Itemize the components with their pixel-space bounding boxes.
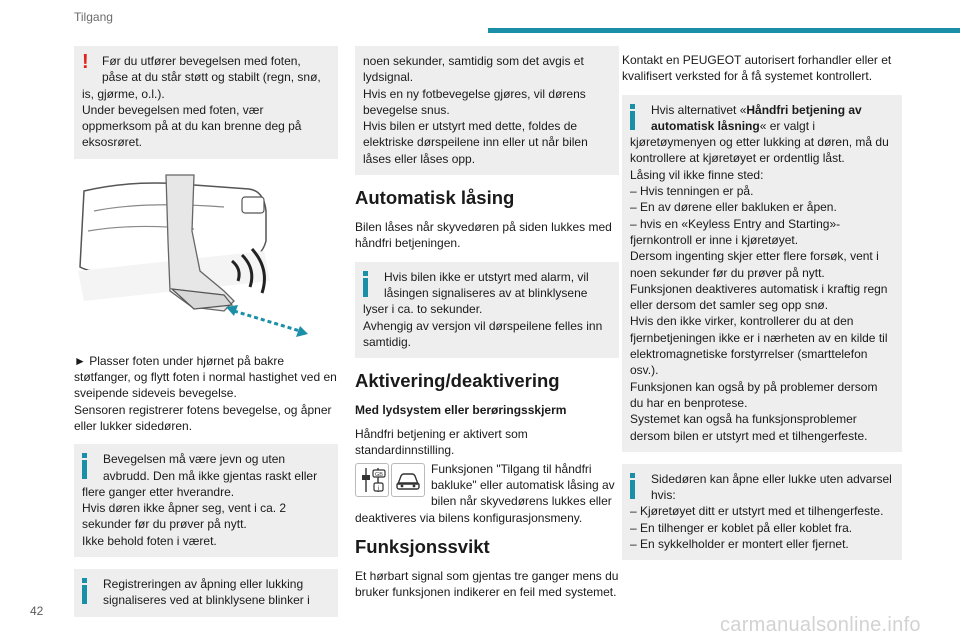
continued-box — [355, 46, 619, 175]
info-line: – En tilhenger er koblet på eller koblet fra. — [630, 520, 853, 535]
column-1 — [74, 46, 338, 629]
body-text: Funksjonen "Tilgang til håndfri bakluke" eller automatisk låsing av bilen når skyvedørens lukkes eller deaktiveres via bilens konfigurasjonsmeny. — [355, 461, 615, 525]
column-2 — [355, 46, 619, 611]
lead-text: « er valgt i kjøretøymenyen og etter lukking at døren, må du kontrollere at kjøretøyet er ordentlig låst. — [630, 118, 889, 166]
info-lead — [630, 102, 894, 167]
svg-text:GB: GB — [375, 471, 383, 478]
warning-line: Før du utfører bevegelsen med foten, påse at du står støtt og stabilt (regn, snø, is, gjørme, o.l.). — [82, 54, 321, 101]
info-line: Funksjonen deaktiveres automatisk i kraftig regn eller dersom det samler seg opp snø. — [630, 281, 888, 313]
info-line: Hvis bilen ikke er utstyrt med alarm, vil låsingen signaliseres av at blinklysene lyser i ca. to sekunder. — [363, 269, 589, 317]
info-icon — [630, 473, 635, 499]
info-line: Låsing vil ikke finne sted: — [630, 167, 764, 182]
info-icon — [630, 104, 635, 130]
info-box — [622, 464, 902, 560]
column-3 — [622, 46, 902, 572]
info-box — [622, 95, 902, 452]
info-icon — [363, 271, 368, 297]
info-line: Ikke behold foten i været. — [82, 533, 217, 548]
info-line: Systemet kan også ha funksjonsproblemer dersom bilen er utstyrt med et tilhengerfeste. — [630, 412, 868, 443]
info-line: Sidedøren kan åpne eller lukke uten advarsel hvis: — [651, 471, 892, 503]
heading-automatic-locking: Automatisk låsing — [355, 187, 515, 209]
info-line: – En sykkelholder er montert eller fjernet. — [630, 537, 849, 552]
info-icon — [82, 453, 87, 479]
heading-activation: Aktivering/deaktivering — [355, 370, 560, 392]
foot-sensor-illustration — [74, 171, 338, 341]
icons-group — [355, 463, 427, 497]
heading-malfunction: Funksjonssvikt — [355, 535, 490, 557]
lead-text: Hvis alternativet « — [651, 102, 747, 117]
info-line: Avhengig av versjon vil dørspeilene felles inn samtidig. — [363, 318, 603, 349]
info-line: Registreringen av åpning eller lukking signaliseres ved at blinklysene blinker i — [103, 577, 310, 608]
warning-line: Under bevegelsen med foten, vær oppmerksom på at du kan brenne deg på eksosrøret. — [82, 102, 302, 150]
box-line: noen sekunder, samtidig som det avgis et lydsignal. — [363, 54, 584, 85]
warning-box — [74, 46, 338, 159]
info-icon — [82, 578, 87, 604]
body-text: Bilen låses når skyvedøren på siden lukkes med håndfri betjeningen. — [355, 220, 612, 251]
info-line: Funksjonen kan også by på problemer dersom du har en benprotese. — [630, 379, 878, 410]
info-line: Bevegelsen må være jevn og uten avbrudd. Den må ikke gjentas raskt eller flere ganger etter hverandre. — [82, 452, 318, 499]
body-text: Et hørbart signal som gjentas tre ganger mens du bruker funksjonen indikerer en feil med systemet. — [355, 568, 619, 600]
info-line: – Hvis tenningen er på. — [630, 184, 754, 199]
info-box — [74, 444, 338, 557]
info-box — [355, 262, 619, 358]
section-title: Tilgang — [74, 10, 113, 24]
info-box — [74, 569, 338, 617]
settings-icons-paragraph — [355, 461, 619, 526]
info-line: – hvis en «Keyless Entry and Starting»-fjernkontroll er inne i kjøretøyet. — [630, 216, 841, 247]
header-accent-bar — [488, 28, 960, 33]
page-number: 42 — [30, 604, 44, 618]
foot-gesture-image — [74, 171, 338, 341]
info-line: – En av dørene eller bakluken er åpen. — [630, 200, 837, 215]
body-text: Kontakt en PEUGEOT autorisert forhandler eller et kvalifisert verksted for å få systemet kontrollert. — [622, 53, 892, 84]
info-line: Dersom ingenting skjer etter flere forsøk, vent i noen sekunder før du prøver på nytt. — [630, 249, 879, 280]
svg-text:i: i — [377, 485, 380, 492]
subheading-audio-system: Med lydsystem eller berøringsskjerm — [355, 403, 567, 418]
info-line: Hvis døren ikke åpner seg, vent i ca. 2 sekunder før du prøver på nytt. — [82, 501, 287, 532]
info-line: Hvis den ikke virker, kontrollerer du at den fjernbetjeningen ikke er i nærheten av en kilde til elektromagnetiske forstyrrelser (smarttelefon osv.). — [630, 314, 888, 378]
box-line: Hvis en ny fotbevegelse gjøres, vil dørens bevegelse snus. — [363, 86, 586, 117]
body-text: Håndfri betjening er aktivert som standardinnstilling. — [355, 427, 528, 458]
gb-settings-icon — [355, 463, 389, 497]
car-icon — [391, 463, 425, 497]
info-line: – Kjøretøyet ditt er utstyrt med et tilhengerfeste. — [630, 504, 884, 519]
step-text: ► Plasser foten under hjørnet på bakre støtfanger, og flytt foten i normal hastighet ved en sveipende sideveis bevegelse. — [74, 353, 337, 401]
warning-icon: ! — [82, 51, 89, 73]
box-line: Hvis bilen er utstyrt med dette, foldes de elektriske dørspeilene inn eller ut når bilen låses eller låses opp. — [363, 119, 588, 166]
step-text: Sensoren registrerer fotens bevegelse, og åpner eller lukker sidedøren. — [74, 402, 332, 433]
watermark: carmanualsonline.info — [720, 614, 921, 636]
lead-bold: Håndfri betjening av automatisk låsning — [651, 102, 862, 133]
